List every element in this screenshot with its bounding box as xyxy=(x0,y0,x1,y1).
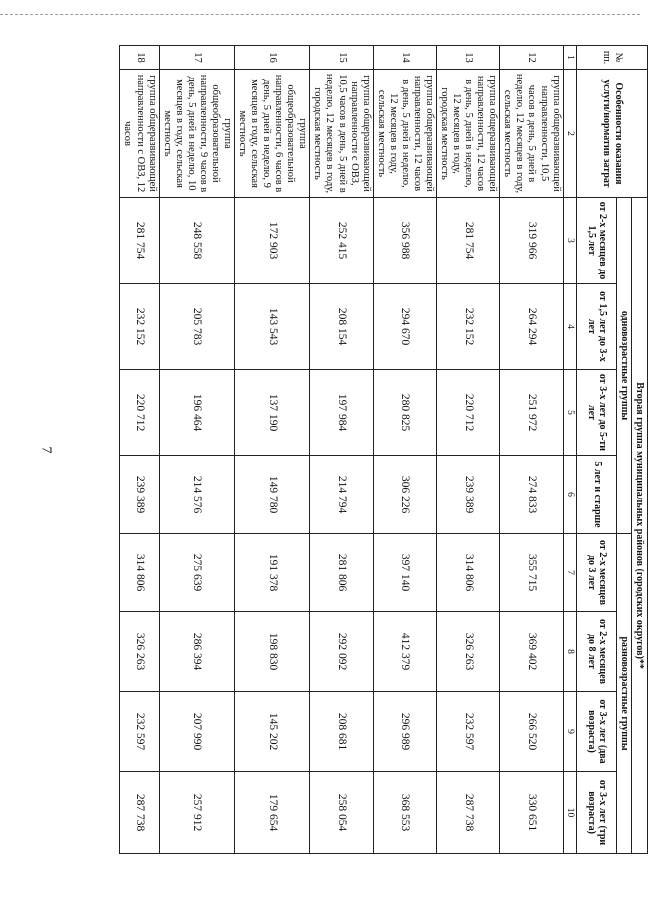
row-description: группа общеобразовательной направленности, 9 часов в день, 5 дней в неделю, 10 месяцев в году, сельская местность xyxy=(159,70,234,198)
table-row xyxy=(436,46,499,854)
column-number: 3 xyxy=(563,198,577,284)
cell-value: 179 654 xyxy=(234,772,309,854)
cell-value: 220 712 xyxy=(436,370,499,456)
cell-value: 412 379 xyxy=(373,612,436,692)
cell-value: 266 520 xyxy=(500,692,563,772)
cell-value: 252 415 xyxy=(310,198,373,284)
row-number: 16 xyxy=(234,46,309,70)
scan-top-edge-line xyxy=(0,14,640,15)
cell-value: 355 715 xyxy=(500,534,563,612)
column-header: от 3-х лет до 5-ти лет xyxy=(577,370,617,456)
cell-value: 287 738 xyxy=(120,772,159,854)
column-number: 4 xyxy=(563,284,577,370)
row-number: 14 xyxy=(373,46,436,70)
cell-value: 281 754 xyxy=(120,198,159,284)
column-number: 5 xyxy=(563,370,577,456)
cell-value: 239 389 xyxy=(436,456,499,534)
row-number: 13 xyxy=(436,46,499,70)
cost-norms-table xyxy=(119,45,648,854)
cell-value: 306 226 xyxy=(373,456,436,534)
cell-value: 248 558 xyxy=(159,198,234,284)
cell-value: 205 783 xyxy=(159,284,234,370)
cell-value: 314 806 xyxy=(436,534,499,612)
row-number: 12 xyxy=(500,46,563,70)
cell-value: 149 780 xyxy=(234,456,309,534)
cell-value: 207 990 xyxy=(159,692,234,772)
cell-value: 258 054 xyxy=(310,772,373,854)
cell-value: 319 966 xyxy=(500,198,563,284)
cell-value: 197 984 xyxy=(310,370,373,456)
table-row xyxy=(310,46,373,854)
cell-value: 208 154 xyxy=(310,284,373,370)
cell-value: 368 553 xyxy=(373,772,436,854)
cell-value: 251 972 xyxy=(500,370,563,456)
row-description: группа общеразвивающей направленности с ОВЗ, 10,5 часов в день, 5 дней в неделю, 12 месяцев в году, городская местность xyxy=(310,70,373,198)
cell-value: 369 402 xyxy=(500,612,563,692)
cell-value: 274 833 xyxy=(500,456,563,534)
cell-value: 286 394 xyxy=(159,612,234,692)
cell-value: 264 294 xyxy=(500,284,563,370)
column-number: 8 xyxy=(563,612,577,692)
row-description: группа общеразвивающей направленности, 12 часов в день, 5 дней в неделю, 12 месяцев в году, городская местность xyxy=(436,70,499,198)
cell-value: 143 543 xyxy=(234,284,309,370)
cell-value: 397 140 xyxy=(373,534,436,612)
cell-value: 214 794 xyxy=(310,456,373,534)
cell-value: 281 754 xyxy=(436,198,499,284)
header-single-age-groups: одновозрастные группы xyxy=(617,198,632,534)
cell-value: 232 152 xyxy=(120,284,159,370)
header-row-number: № пп. xyxy=(577,46,648,70)
rotated-table-container xyxy=(122,45,648,853)
column-number: 1 xyxy=(563,46,577,70)
column-number: 9 xyxy=(563,692,577,772)
cell-value: 292 092 xyxy=(310,612,373,692)
cell-value: 239 389 xyxy=(120,456,159,534)
row-description: группа общеразвивающей направленности, 12 часов в день, 5 дней в неделю, 12 месяцев в году, сельская местность xyxy=(373,70,436,198)
table-row xyxy=(120,46,159,854)
column-header: от 2-х месяцев до 1,5 лет xyxy=(577,198,617,284)
cell-value: 326 263 xyxy=(436,612,499,692)
column-header: от 3-х лет (два возраста) xyxy=(577,692,617,772)
table-row xyxy=(500,46,563,854)
column-number: 7 xyxy=(563,534,577,612)
cell-value: 220 712 xyxy=(120,370,159,456)
cell-value: 196 464 xyxy=(159,370,234,456)
header-second-group: Вторая группа муниципальных районов (городских округов)** xyxy=(632,198,648,854)
table-row xyxy=(234,46,309,854)
table-row xyxy=(159,46,234,854)
row-number: 17 xyxy=(159,46,234,70)
column-number: 10 xyxy=(563,772,577,854)
cell-value: 137 190 xyxy=(234,370,309,456)
cell-value: 314 806 xyxy=(120,534,159,612)
cell-value: 280 825 xyxy=(373,370,436,456)
cell-value: 214 576 xyxy=(159,456,234,534)
page-number: 7 xyxy=(38,446,54,454)
cell-value: 326 263 xyxy=(120,612,159,692)
cell-value: 208 681 xyxy=(310,692,373,772)
row-description: группа общеобразовательной направленности, 6 часов в день, 5 дней в неделю, 9 месяцев в году, сельская местность xyxy=(234,70,309,198)
column-header: от 3-х лет (три возраста) xyxy=(577,772,617,854)
row-description: группа общеразвивающей направленности с ОВЗ, 12 часов xyxy=(120,70,159,198)
column-number: 2 xyxy=(563,70,577,198)
cell-value: 191 378 xyxy=(234,534,309,612)
cell-value: 232 597 xyxy=(120,692,159,772)
column-header: 5 лет и старше xyxy=(577,456,617,534)
row-description: группа общеразвивающей направленности, 10,5 часов в день, 5 дней в неделю, 12 месяцев в году, сельская местность xyxy=(500,70,563,198)
cell-value: 275 639 xyxy=(159,534,234,612)
table-row xyxy=(373,46,436,854)
cell-value: 294 670 xyxy=(373,284,436,370)
cell-value: 145 202 xyxy=(234,692,309,772)
header-service-feature: Особенности оказания услуги/норматив затрат xyxy=(577,70,648,198)
cell-value: 287 738 xyxy=(436,772,499,854)
row-number: 18 xyxy=(120,46,159,70)
cell-value: 198 830 xyxy=(234,612,309,692)
column-header: от 2-х месяцев до 3 лет xyxy=(577,534,617,612)
cell-value: 257 912 xyxy=(159,772,234,854)
cell-value: 281 806 xyxy=(310,534,373,612)
cell-value: 296 989 xyxy=(373,692,436,772)
cell-value: 330 651 xyxy=(500,772,563,854)
cell-value: 232 597 xyxy=(436,692,499,772)
column-number: 6 xyxy=(563,456,577,534)
column-header: от 2-х месяцев до 8 лет xyxy=(577,612,617,692)
row-number: 15 xyxy=(310,46,373,70)
cell-value: 232 152 xyxy=(436,284,499,370)
cell-value: 172 903 xyxy=(234,198,309,284)
header-mixed-age-groups: разновозрастные группы xyxy=(617,534,632,854)
column-header: от 1,5 лет до 3-х лет xyxy=(577,284,617,370)
cell-value: 356 988 xyxy=(373,198,436,284)
